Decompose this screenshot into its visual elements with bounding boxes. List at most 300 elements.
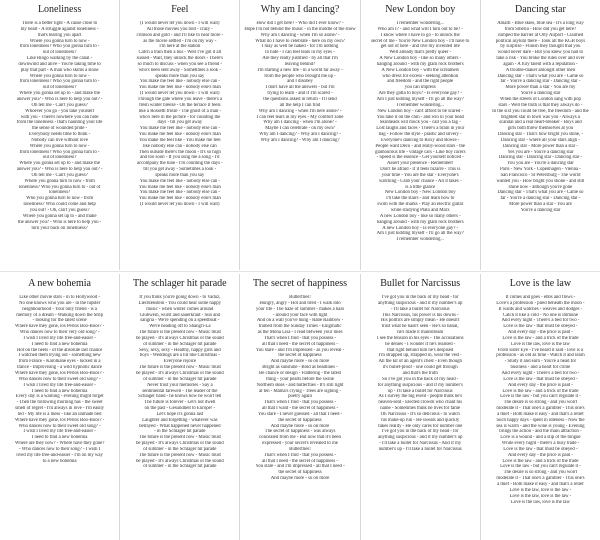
lyric-line: Who dances now to their very old song? - (19, 330, 100, 336)
lyric-line: You you are - You're a dancing star (507, 161, 574, 167)
lyrics-column-dancing-star (481, 0, 600, 270)
lyric-line: Dancing star - Dancing star - Dancing star - (498, 155, 583, 161)
lyric-line: Where you gonna set up to - and make (22, 213, 97, 219)
lyric-line: led - My life is a mess - like an unmade bed (17, 411, 102, 417)
lyric-line: far - You're a dancing star - Dancing star - (500, 196, 581, 202)
lyric-line: your time - You are the star - Everyone's (381, 172, 459, 178)
lyric-line: loneliness? Who could come and help (23, 202, 96, 208)
lyric-line: the secret of happiness (278, 470, 322, 476)
lyric-line: A New London boy - with the screamers (381, 67, 460, 73)
lyric-line: Where you gonna set up to - and make the (19, 161, 100, 167)
lyric-line: that's tearing you apart (37, 32, 82, 38)
song-lyrics (3, 21, 116, 231)
lyric-line: And maybe more - so on more (270, 359, 330, 365)
lyric-line: sea is warm - and the wine is young - Evening (496, 423, 585, 429)
lyric-line: You make me feel like - nobody else's man (138, 196, 221, 202)
lyrics-column-new-london-boy (361, 0, 481, 270)
song-title: Dancing star (515, 4, 566, 15)
bottom-row (0, 274, 600, 540)
lyric-line: Love is the law, love is the law (510, 341, 570, 347)
lyrics-column-why-am-i-dancing (240, 0, 360, 270)
lyric-line: Love is the law - and a trick of the trade (502, 335, 579, 341)
lyric-line: far - You're a dancing star - Dancing star - (500, 79, 581, 85)
lyric-line: I'm here at the station (159, 44, 201, 50)
song-title: A new bohemia (28, 278, 91, 289)
lyric-line: Every day is a warning - evening might forget (15, 394, 104, 400)
lyric-line: I need to find a new bohemia (31, 435, 88, 441)
lyric-line: All the kit of an agent's chest - Even though (378, 359, 462, 365)
lyrics-column-loneliness (0, 0, 120, 270)
lyric-line: A trouble-maker amongst other men (505, 67, 576, 73)
lyric-line: Where you gonna set up to - and make the (19, 91, 100, 97)
lyric-line: Love is the law - that must be obeyed - (503, 324, 578, 330)
lyric-line: bag - Follow the style - plastic and silvery - (378, 132, 462, 138)
lyric-line: Be chance or design - Flattering - the latest (259, 370, 341, 376)
lyric-line: You stare - I never guessed - all that I need - (257, 411, 343, 417)
lyric-line: be played - It's always Christmas or the sound (135, 441, 224, 447)
lyric-line: People want Deco - and Holly-wood stars - the (375, 143, 465, 149)
lyric-line: answer you? - Who is here to help you out? - (16, 167, 103, 173)
lyric-line: Whoever you go - you take yourself (25, 108, 95, 114)
lyric-line: you out? - Oh, can't you guess? (29, 208, 90, 213)
lyric-line: business - and a heart for crime (510, 365, 571, 371)
lyrics-column-a-new-bohemia (0, 274, 120, 540)
lyric-line: A new London boy - Is everyone gay? - (382, 225, 459, 231)
lyric-line: and that's the truth (402, 370, 438, 376)
lyric-line: be played - It's always Christmas or the sound (135, 370, 224, 376)
lyric-line: leaving behind? (284, 61, 316, 67)
lyric-line: And on a wall you've hung - Rabe Rainbow - (256, 318, 344, 324)
lyric-line: political asylum there - Took all the KGB boys (495, 38, 586, 44)
lyric-line: accompany the tune - I'm counting the days - (136, 161, 223, 167)
lyric-line: A New London boy - like so many others - (379, 56, 462, 62)
lyric-line: swim with the sharks - Play an electric guitar (377, 202, 464, 208)
lyric-line: trying to learn - and if I'm scared - (267, 91, 333, 97)
lyric-line: for anything suspicious - and if my number's (377, 382, 463, 388)
lyric-line: loneliness? (49, 190, 71, 196)
song-title: Feel (171, 4, 189, 15)
lyric-line: Love's a profession - plied beneath the moon - (496, 300, 585, 306)
lyric-line: - I'll take a bullet for Narcissus (390, 306, 450, 312)
lyric-line: And every day - the price is paid - (507, 452, 573, 458)
lyric-line: trust what he hasn't seen - He's so banal, (381, 324, 459, 330)
lyric-line: and freedom - and the right people (387, 79, 454, 85)
lyric-line: Butterflies! (289, 446, 311, 452)
lyric-line: Butterflies! (289, 295, 311, 300)
lyric-line: You stare - and I'm impressed - as you reveal - (255, 347, 345, 353)
lyric-line: watching - Grab your chance - All it takes - (378, 178, 462, 184)
lyric-line: play that part - A man who skims a stone (20, 67, 99, 73)
lyric-line: - Speed is the essence - Get yourself noticed - (376, 155, 464, 161)
lyric-line: framed from the Sunday Times - Enigmatic (258, 324, 342, 330)
lyric-line: Through the gate where you leave - there's a (137, 96, 223, 102)
lyrics-column-the-secret-of-happiness (240, 274, 360, 540)
lyric-line: Oh tell me - Can't you guess? (31, 102, 88, 108)
lyric-line: You make me feel like - nobody else can - (139, 126, 221, 132)
lyric-line: brings the action - and the main attraction - (499, 429, 582, 435)
lyric-line: answer you? - Who is here to help you out? - (16, 96, 103, 102)
lyric-line: from Siberia - How did you get here? (504, 26, 577, 32)
lyric-line: Where you gonna turn to now - (29, 38, 90, 44)
lyric-line: the sense of wounded pride - (32, 126, 88, 132)
lyric-line: Why am I dancing - when I'm alone? - (263, 120, 337, 126)
lyric-line: at ten - Mama's crying - Trees are sighing - (259, 388, 341, 394)
lyric-line: New London boy - can't afford to be scared - (377, 108, 464, 114)
lyric-line: That's when I find - that you possess - (263, 335, 337, 341)
lyrics-column-the-schlager-hit-parade (120, 274, 240, 540)
song-lyrics (484, 21, 597, 214)
lyric-line: from loneliness? Who you gonna turn to - (19, 149, 100, 155)
lyric-line: Why am I dancing - when I'm here alone? - (258, 108, 342, 114)
lyric-line: Love is the law, love is the law - (509, 487, 572, 493)
lyric-line: girls both threw themselves at you (507, 126, 574, 132)
lyric-line: Nobody can live without love (31, 137, 88, 143)
lyric-line: all that I need - the secret of happiness - (262, 458, 338, 464)
lyric-line: No one knows who you are - in the hipster (18, 300, 101, 306)
lyric-line: The secret of happiness - was always (264, 429, 336, 435)
lyrics-column-love-is-the-law (481, 274, 600, 540)
lyric-line: who's here in the picture - for counting the (139, 114, 221, 120)
lyric-line: I remember wondering... (396, 21, 444, 26)
lyric-line: you can impress (404, 85, 436, 91)
lyric-line: as the movie settled - I'm on my way - (143, 38, 217, 44)
lyric-line: Laughter and forgetting - whatever was (142, 417, 218, 423)
lyric-line: a thief - Both make it easy - and that's a relief (497, 411, 584, 417)
lyric-line: Where have they gone, los Perlos Boo-Boos? - (14, 370, 105, 376)
lyric-line: crimson and gold - and I'll like to hear more - (136, 32, 224, 38)
lyric-line: You make me feel like - nobody else can - (139, 79, 221, 85)
lyric-line: of summer - in the Schlager hit parade (143, 376, 217, 382)
lyric-line: Who you gonna turn to now - from (26, 196, 94, 202)
lyric-line: be played - It's always Christmas or the sound (135, 458, 224, 464)
lyric-line: Oh Narcissus - It's so delicious - to watch (380, 411, 460, 417)
lyric-line: of summer - in the Schlager hit parade (143, 446, 217, 452)
lyric-line: Hope I'm not behind the music - in the middle of the show (244, 26, 356, 32)
lyric-line: moderate it - That one's a gambler - This one's (496, 406, 585, 412)
lyric-line: Where you gonna turn to now - (29, 143, 90, 149)
song-title: Loneliness (37, 4, 82, 15)
lyric-line: shine now - although you're gone (508, 184, 573, 190)
song-title: The secret of happiness (252, 278, 348, 289)
lyric-line: And every night - There's a bed for two - (501, 318, 580, 324)
lyric-line: More power than a star - You are (509, 202, 572, 208)
lyric-line: he's made it mainstream (397, 330, 444, 336)
lyric-line: poetry again (288, 394, 312, 400)
lyric-line: Who dances now to their sweet old song? - (18, 423, 101, 429)
lyric-line: The desire is so strong - and you won't (503, 400, 578, 406)
lyric-line: I don't have all the answers - but I'm (265, 85, 335, 91)
lyrics-column-feel (120, 0, 240, 270)
lyric-line: the secret of happiness (278, 353, 322, 359)
song-title: Why am I dancing? (260, 4, 340, 15)
lyric-line: moderate it - That one's a gambler - This one's (496, 476, 585, 482)
lyric-line: Catch a train then a bus - Well I've got it all (138, 50, 222, 56)
lyric-line: from loneliness? Who you gonna turn to - (19, 44, 100, 50)
lyric-line: Who dances now to their sweet old song? - (18, 376, 101, 382)
lyric-line: and too soon - If you sung me a song - I'd (140, 155, 220, 161)
lyric-line: is a little glance (405, 184, 436, 190)
lyric-line: Dancing star - More power than a star - (502, 143, 578, 149)
lyric-line: it's bullet-proof - one could get through (382, 365, 458, 371)
lyric-line: till you get away - Sometimes a look - (143, 167, 217, 173)
song-lyrics (484, 295, 597, 505)
lyric-line: concealed from me - But now that it's been (259, 435, 341, 441)
lyric-line: You make me feel like - nobody else's man (138, 184, 221, 190)
lyric-line: memory of a dream - Walking down the Strip (16, 312, 103, 318)
lyric-line: The future is the present now - Music must (138, 452, 221, 458)
song-lyrics (3, 295, 116, 464)
lyric-line: of summer - in the Schlager hit parade (143, 341, 217, 347)
lyric-line: fresh winter breeze - On the terrace it feels (139, 102, 221, 108)
song-lyrics (243, 295, 356, 482)
lyric-line: days - till you get away (157, 120, 203, 126)
lyric-line: anything suspicious - and if my number's up (377, 435, 463, 441)
lyric-line: be played - It's always Christmas or the sound (135, 335, 224, 341)
lyric-line: up - I'll take a bullet for Narcissus (387, 388, 453, 394)
lyric-line: all that I want - the secret of happiness - (261, 406, 339, 412)
lyric-line: You make me feel like - nobody else's man (138, 132, 221, 138)
lyric-line: - looking for the latest scene (32, 318, 87, 324)
lyric-line: a thief - Both make it easy - and that's a relief (497, 482, 584, 487)
lyric-line: Lost laughs and faces - There's a brain in your (376, 126, 465, 132)
lyric-line: You make me feel like - nobody else can - (139, 178, 221, 184)
lyric-line: Am I just kidding myself - I'll go all the way? (376, 96, 464, 102)
lyric-line: of summer - in the Schlager hit parade (143, 464, 217, 470)
lyric-line: lived my life free-and-easier - I'm on my way (16, 452, 103, 458)
lyric-line: betrayed - What happened never happened (139, 423, 221, 429)
lyric-line: You make me feel like - You make me feel (139, 137, 221, 143)
lyric-line: Hot on the heels - of the absolute last chance (16, 347, 103, 353)
lyric-line: the answer you? - Who is here to help you - (17, 219, 102, 225)
lyric-line: Such happy days - spent in idleness - Now the (496, 417, 585, 423)
lyric-line: More power than a star - You are my (505, 85, 576, 91)
lyric-line: Are they gotta to boys? - Is everyone gay? - (378, 91, 462, 97)
lyric-line: And every day - the price is paid - (507, 330, 573, 336)
lyric-line: I've got you in the back of my head - for (381, 429, 459, 435)
lyric-line: heaven-sent - Elected crowds who chant his (378, 400, 463, 406)
lyric-line: You're a dancing star (520, 91, 561, 97)
lyric-line: There is a better light - A cause close to (22, 21, 98, 26)
lyric-line: The future is the present now - Music must (138, 435, 221, 441)
lyric-line: That's when I find - that you possess - (263, 400, 337, 406)
lyric-line: Let's hope it's gonna last (156, 411, 204, 417)
lyric-line: Amalfi - Blue skies, blue sea - It's a long way (497, 21, 584, 26)
lyric-line: Everyone rejoice (163, 359, 197, 365)
lyric-line: neighbourhood - Your only friend - is a (22, 306, 97, 312)
lyric-line: Maybe I can celebrate - on my own? (265, 126, 335, 132)
lyric-line: You make me feel like - nobody else's man (138, 85, 221, 91)
lyric-line: Where you gonna turn to now - from (24, 178, 95, 184)
lyric-line: your life - The haze of summer - makes a halo (255, 306, 345, 312)
lyric-line: I remember wondering... (396, 102, 444, 108)
lyric-line: And maybe more - so on more (270, 476, 330, 482)
lyric-line: scandal and a real heart-breaker - Boys and (499, 120, 582, 126)
song-title: The schlager hit parade (133, 278, 227, 289)
song-lyrics (364, 295, 477, 453)
lyric-line: - I'll take a bullet for Narcissus - And if my (379, 441, 462, 447)
lyric-line: secret of me - You're New London boy - I'll have to (371, 38, 470, 44)
lyric-line: as the Mona Lisa - I read between your lines (257, 330, 343, 336)
lyric-line: All those movies you told - crazy - (146, 26, 213, 32)
lyric-line: While every night - there's a busy trade - (501, 441, 580, 447)
lyric-line: It comes and goes - ebbs and flows - (505, 295, 576, 300)
lyric-line: speaks more than you say (155, 172, 205, 178)
lyric-line: Sexy, sexy, sexy - Healthy, happy girls and (138, 347, 221, 353)
lyric-line: Liechtenstein - You could hear some happy (138, 300, 222, 306)
lyric-line: like a Rossetti frieze - The ghost of a man - (138, 108, 221, 114)
lyric-line: trance - Improvising - a wild hypnotic dance (17, 365, 103, 371)
lyric-line: Glühwein, wurst and sauerkraut - Sun and (139, 312, 221, 318)
lyric-line: Where you gonna turn to now - (29, 73, 90, 79)
lyric-line: anything suspicious - and if my number's up (377, 300, 463, 306)
lyric-line: You make me feel like - nobody else can - (139, 190, 221, 196)
row-divider (0, 271, 600, 272)
lyrics-column-bullet-for-narcissus (361, 274, 481, 540)
lyric-line: profession - as old as time - Watch it and learn (496, 353, 585, 359)
lyric-line: Why am I dancing? - Why am I dancing? - (259, 132, 341, 138)
lyric-line: out of loneliness? (42, 50, 77, 56)
lyric-line: Dancing star - where all your stars align - (500, 137, 580, 143)
lyric-line: his make-up run - He sweats and quickly (381, 417, 460, 423)
lyric-line: fakes reality - He only cares for number one (378, 423, 463, 429)
lyric-line: turn your back on loneliness? (31, 225, 88, 231)
lyric-line: Love is the law - and a trick of the trade (502, 458, 579, 464)
lyric-line: like nobody else can - nobody else can (142, 143, 217, 149)
lyric-line: the secret of happiness (278, 417, 322, 423)
lyric-line: You're a dancing star (520, 208, 561, 213)
lyric-line: Love is a wound - and a slip of the tongue (500, 435, 581, 441)
lyric-line: The future is the present now - Music must (138, 330, 221, 336)
lyric-line: Love is the law - that must be obeyed - (503, 446, 578, 452)
lyric-line: That's when I find - that you possess - (263, 452, 337, 458)
lyric-line: If you think you're going down - to Vaduz, (139, 295, 221, 300)
lyric-line: from the people who brought me up - (264, 73, 336, 79)
lyric-line: As I survey the big event - people think he's (378, 394, 463, 400)
lyric-line: A new London boy - like so many others - (379, 213, 461, 219)
lyric-line: Well already that's pretty queer - (389, 50, 452, 56)
lyric-line: It wants and watches - weaves and dodges - (498, 306, 583, 312)
song-lyrics (123, 21, 236, 208)
lyric-line: again - A fury talent with a reputation - (503, 61, 578, 67)
lyric-line: Schlager band - he knows how he won't tell (138, 394, 222, 400)
lyric-line: hanging around - with my glam rock brothers (376, 61, 464, 67)
lyric-line: In the sixt you could be free, the freedom - and the (492, 108, 589, 114)
lyric-line: Why am I dancing - when I'm so alone? - (260, 32, 340, 38)
song-title: Bullet for Narcissus (380, 278, 461, 289)
lyric-line: speaks more than you say (155, 73, 205, 79)
song-lyrics (123, 295, 236, 470)
lyric-line: while studying Plato and Marx (390, 208, 450, 213)
lyric-line: Don't be afraid - if it feels bizarre - This is (380, 167, 461, 173)
lyric-line: Catch it like a cold - No one is immune (502, 312, 578, 318)
lyric-line: New London boy - New London boy (384, 190, 456, 196)
lyric-line: from the loneliness - that's haunting your life (16, 120, 103, 126)
lyric-line: Everyone's dancing to Roxy and Bowie - (381, 137, 460, 143)
lyric-line: (I would never let you down - I will wait) (140, 91, 220, 97)
lyric-line: Dancing star - That's what you are - Came so (497, 73, 584, 79)
lyric-line: name - Sometimes think he lives for fame (380, 406, 461, 412)
song-lyrics (243, 21, 356, 144)
lyric-line: And every day - the price is paid - (507, 382, 573, 388)
lyric-line: I wish I lived my life free-and-easier - (23, 429, 96, 435)
lyric-line: out of loneliness? (42, 85, 77, 91)
lyric-line: Paris - New York - Copenhagen - Vienna - (499, 167, 581, 173)
lyric-line: Am I just kidding myself - I'll go all the way? (376, 231, 464, 237)
lyric-line: I'm starting a new life - in a world far away - (257, 67, 343, 73)
lyric-line: with you - There's nowhere you can hide (20, 114, 99, 120)
lyric-line: Then outside there's the moon - It's so high (138, 149, 221, 155)
lyric-line: And every night - There's a bed for two - (501, 370, 580, 376)
lyric-line: sangria - We're spending on a speedboat - (140, 318, 220, 324)
lyric-line: hanging around - with my glam rock brothers (376, 219, 464, 225)
song-title: New London boy (385, 4, 456, 15)
lyric-line: Are they really justified - by all that I'm (262, 56, 338, 62)
lyric-line: You stare - and I'm impressed - all that I need - (255, 464, 345, 470)
lyric-line: brightest star in town was you - Always a (500, 114, 580, 120)
song-title: Love is the law (509, 278, 572, 289)
lyric-line: Yes you are - You're a dancing star (507, 149, 574, 155)
lyric-line: And maybe more - so on more (270, 423, 330, 429)
lyric-line: he denies - I wonder if he's realised - (385, 341, 456, 347)
lyric-line: Dancing star - That's what you are - Came so (497, 190, 584, 196)
lyric-line: I'm strapped up, strapped in, wear the vest - (378, 353, 462, 359)
lyric-line: San Francisco - St Petersburg - The world (500, 172, 581, 178)
lyric-line: Love is the law - but you can't regulate it - (500, 394, 581, 400)
lyric-line: Oh tell me - Can't you guess? (31, 172, 88, 178)
lyric-line: glamourous life - vintage cars - Like boy racers (374, 149, 466, 155)
lyric-line: Why am I dancing? - Why am I dancing? (260, 137, 340, 143)
lyric-line: This Narcissus, his power is his downs - (381, 312, 459, 318)
lyric-line: The future is the present now - Music must (138, 365, 221, 371)
lyric-line: Assert your presence - Remember! (386, 161, 454, 167)
lyric-line: I watched them trying out - something new (18, 353, 101, 359)
lyric-line: Dancing star - That's how bright you shine, - (497, 132, 583, 138)
lyric-line: When the streets of London sang with pop (499, 96, 581, 102)
lyric-line: From sister Eye - I've heard it said - love is a (497, 347, 584, 353)
lyric-line: out of loneliness? (42, 155, 77, 161)
lyric-line: I need to find a new bohemia (31, 341, 88, 347)
lyric-line: so much to discuss - when you see a friend - (137, 61, 223, 67)
lyric-line: who dress for excess - seeking attention (382, 73, 459, 79)
lyric-line: Skinheads will mock you - call you a fag - (379, 120, 461, 126)
lyric-line: thing - your pearls before the swine (266, 376, 334, 382)
lyric-line: Never trust your memories - Say a (146, 382, 213, 388)
lyric-line: Bright as sunshine - Bold as headlines - (262, 365, 338, 371)
lyric-line: smell of regret - I'm always in love - I'm easily (15, 406, 105, 412)
lyric-line: Love is the law, love is the law - (509, 493, 572, 499)
lyric-line: - around your face with light (272, 312, 328, 318)
lyric-line: would never dare - But you knew you had to (497, 50, 584, 56)
lyric-line: expressed - your secret's revealed to me (262, 441, 338, 447)
lyric-line: The future is forever - Let's not dwell (144, 400, 216, 406)
lyric-line: I can feel tears in my eyes - My comfort zone (256, 114, 344, 120)
lyric-line: sussed - Wait, they unlock the doors - There's (136, 56, 224, 62)
lyric-line: - in the Schlager hit parade (154, 429, 206, 435)
lyric-line: Love is the law - and a trick of the trade (502, 388, 579, 394)
lyric-line: who's been sent away - Sometimes a look - (138, 67, 221, 73)
lyric-line: Love is the law - but you can't regulate it - (500, 464, 581, 470)
lyric-line: Where are they now? - Where have they gone? (14, 441, 105, 447)
lyric-line: from France - Karolkane eyes - locked in a (18, 359, 101, 365)
lyric-line: wanted you - How bright you shone - and still (496, 178, 585, 184)
lyric-line: What do I have to celebrate - here on my own? (255, 38, 345, 44)
lyric-line: Like other movie stars - in to Hollywood - (19, 295, 100, 300)
lyric-line: Who am I? - and what will I turn out to be? - (377, 26, 463, 32)
lyric-line: How did I get here? - Who did I ever know? - (256, 21, 344, 26)
lyric-line: I wish I lived my life free-and-easier - (23, 382, 96, 388)
lyric-line: So I've got you in the back of my head - (382, 376, 459, 382)
lyric-line: - Who dances now to their song? - I wish I (18, 446, 101, 452)
